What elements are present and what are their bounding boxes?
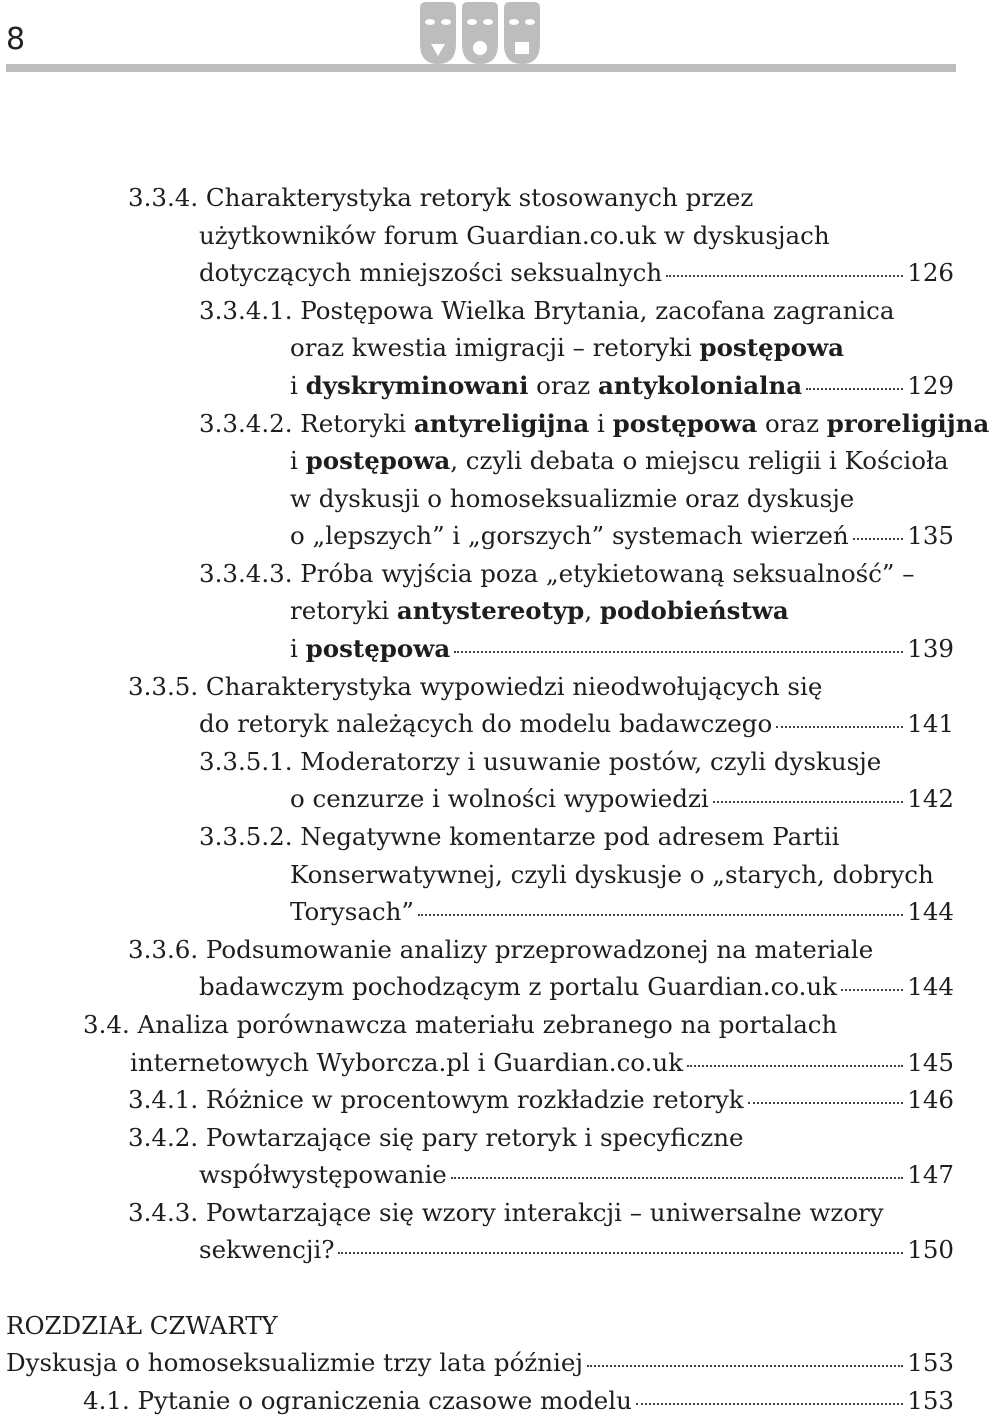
toc-entry: [130, 1048, 954, 1078]
toc-page-number: 146: [907, 1085, 954, 1114]
toc-entry-text: Konserwatywnej, czyli dyskusje o „starych, dobrych: [290, 860, 934, 889]
toc-entry: [199, 409, 989, 439]
toc-page-number: 144: [907, 972, 954, 1001]
toc-page-number: 135: [907, 521, 954, 550]
toc-entry: [83, 1010, 837, 1040]
bold-term: proreligijna: [826, 409, 989, 438]
toc-page-number: 139: [907, 634, 954, 663]
toc-entry-text: 3.3.6. Podsumowanie analizy przeprowadzonej na materiale: [128, 935, 874, 964]
text-segment: i: [589, 409, 613, 438]
toc-entry-text: do retoryk należących do modelu badawczego: [199, 709, 773, 738]
toc-entry-text: internetowych Wyborcza.pl i Guardian.co.uk: [130, 1048, 684, 1077]
toc-entry-text: w dyskusji o homoseksualizmie oraz dyskusje: [290, 484, 855, 513]
toc-entry: [128, 672, 822, 702]
toc-entry-text: 3.3.5.2. Negatywne komentarze pod adresem Partii: [199, 822, 840, 851]
dot-leader: [454, 651, 903, 653]
toc-entry: [290, 371, 954, 401]
toc-entry-text: 3.3.4. Charakterystyka retoryk stosowanych przez: [128, 183, 754, 212]
toc-entry: [128, 183, 753, 213]
text-segment: oraz: [528, 371, 598, 400]
toc-page-number: 129: [907, 371, 954, 400]
toc-entry: [199, 559, 915, 589]
toc-entry: [6, 1348, 954, 1378]
dot-leader: [713, 801, 903, 803]
bold-term: antykolonialna: [597, 371, 803, 400]
toc-page-number: 144: [907, 897, 954, 926]
toc-entry-text: [290, 446, 949, 475]
toc-entry: [290, 784, 954, 814]
toc-entry-text: 3.3.5. Charakterystyka wypowiedzi nieodwołujących się: [128, 672, 823, 701]
toc-entry: [128, 935, 873, 965]
toc-entry-text: sekwencji?: [199, 1235, 335, 1264]
toc-entry: [290, 446, 949, 476]
toc-entry-text: 3.3.4.1. Postępowa Wielka Brytania, zacofana zagranica: [199, 296, 895, 325]
text-segment: i: [290, 446, 306, 475]
toc-entry: [199, 709, 954, 739]
page-header: [0, 0, 960, 80]
toc-entry: [128, 1198, 884, 1228]
dot-leader: [687, 1065, 903, 1067]
dot-leader: [587, 1365, 903, 1367]
dot-leader: [338, 1252, 903, 1254]
bold-term: dyskryminowani: [305, 371, 529, 400]
dot-leader: [418, 914, 903, 916]
toc-entry: [199, 296, 895, 326]
toc-entry: [128, 1123, 744, 1153]
toc-entry-text: 3.4. Analiza porównawcza materiału zebranego na portalach: [83, 1010, 838, 1039]
text-segment: i: [290, 371, 306, 400]
toc-page-number: 153: [907, 1386, 954, 1415]
dot-leader: [806, 388, 903, 390]
bold-term: postępowa: [699, 333, 845, 362]
bold-term: postępowa: [612, 409, 758, 438]
toc-entry: [128, 1085, 954, 1115]
text-segment: oraz kwestia imigracji – retoryki: [290, 333, 700, 362]
toc-entry: [199, 747, 881, 777]
toc-entry-text: 3.4.3. Powtarzające się wzory interakcji – uniwersalne wzory: [128, 1198, 884, 1227]
toc-entry: [199, 258, 954, 288]
dot-leader: [666, 275, 903, 277]
toc-entry-text: 3.4.1. Różnice w procentowym rozkładzie retoryk: [128, 1085, 744, 1114]
toc-entry-text: [199, 409, 989, 438]
toc-entry-text: [290, 371, 802, 401]
toc-entry-text: 3.3.5.1. Moderatorzy i usuwanie postów, czyli dyskusje: [199, 747, 882, 776]
text-segment: retoryki: [290, 596, 397, 625]
toc-entry: [290, 333, 844, 363]
toc-page-number: 142: [907, 784, 954, 813]
toc-entry-text: Dyskusja o homoseksualizmie trzy lata później: [6, 1348, 583, 1377]
toc-entry-text: 3.3.4.3. Próba wyjścia poza „etykietowaną seksualność” –: [199, 559, 915, 588]
toc-entry-text: [290, 333, 844, 362]
page-number: 8: [6, 22, 26, 57]
bold-term: postępowa: [305, 634, 451, 663]
toc-entry: [290, 521, 954, 551]
text-segment: oraz: [757, 409, 827, 438]
toc-entry: [199, 1160, 954, 1190]
dot-leader: [451, 1177, 903, 1179]
text-segment: i: [290, 634, 306, 663]
toc-entry-text: współwystępowanie: [199, 1160, 447, 1189]
toc-entry-text: o cenzurze i wolności wypowiedzi: [290, 784, 709, 813]
toc-entry: [83, 1386, 954, 1416]
dot-leader: [853, 538, 904, 540]
toc-page-number: 153: [907, 1348, 954, 1377]
dot-leader: [636, 1403, 903, 1405]
toc-entry: [199, 822, 839, 852]
toc-entry-text: 3.4.2. Powtarzające się pary retoryk i specyficzne: [128, 1123, 744, 1152]
bold-term: antystereotyp: [396, 596, 585, 625]
dot-leader: [748, 1102, 904, 1104]
bold-term: antyreligijna: [413, 409, 590, 438]
toc-entry: [290, 596, 789, 626]
toc-page-number: 147: [907, 1160, 954, 1189]
toc-entry-text: dotyczących mniejszości seksualnych: [199, 258, 663, 287]
toc-entry-text: o „lepszych” i „gorszych” systemach wierzeń: [290, 521, 849, 550]
toc-entry-text: [290, 634, 450, 664]
toc-entry: [199, 221, 830, 251]
toc-page-number: 126: [907, 258, 954, 287]
toc-entry: [6, 1311, 278, 1341]
toc-entry-text: ROZDZIAŁ CZWARTY: [6, 1311, 278, 1340]
toc-entry-text: [290, 596, 789, 625]
text-segment: 3.3.4.2. Retoryki: [199, 409, 414, 438]
toc-entry-text: badawczym pochodzącym z portalu Guardian.co.uk: [199, 972, 838, 1001]
toc-entry: [290, 484, 854, 514]
theatre-masks-logo-icon: [416, 0, 544, 74]
toc-entry-text: użytkowników forum Guardian.co.uk w dyskusjach: [199, 221, 830, 250]
text-segment: ,: [584, 596, 600, 625]
toc-entry: [199, 1235, 954, 1265]
toc-entry: [290, 860, 934, 890]
toc-entry: [290, 897, 954, 927]
toc-page-number: 145: [907, 1048, 954, 1077]
toc-entry: [290, 634, 954, 664]
toc-entry: [199, 972, 954, 1002]
text-segment: , czyli debata o miejscu religii i Kościoła: [450, 446, 949, 475]
toc-page-number: 150: [907, 1235, 954, 1264]
toc-entry-text: Torysach”: [290, 897, 414, 926]
bold-term: postępowa: [305, 446, 451, 475]
bold-term: podobieństwa: [599, 596, 789, 625]
toc-page-number: 141: [907, 709, 954, 738]
dot-leader: [776, 726, 903, 728]
toc-entry-text: 4.1. Pytanie o ograniczenia czasowe modelu: [83, 1386, 632, 1415]
dot-leader: [841, 989, 903, 991]
